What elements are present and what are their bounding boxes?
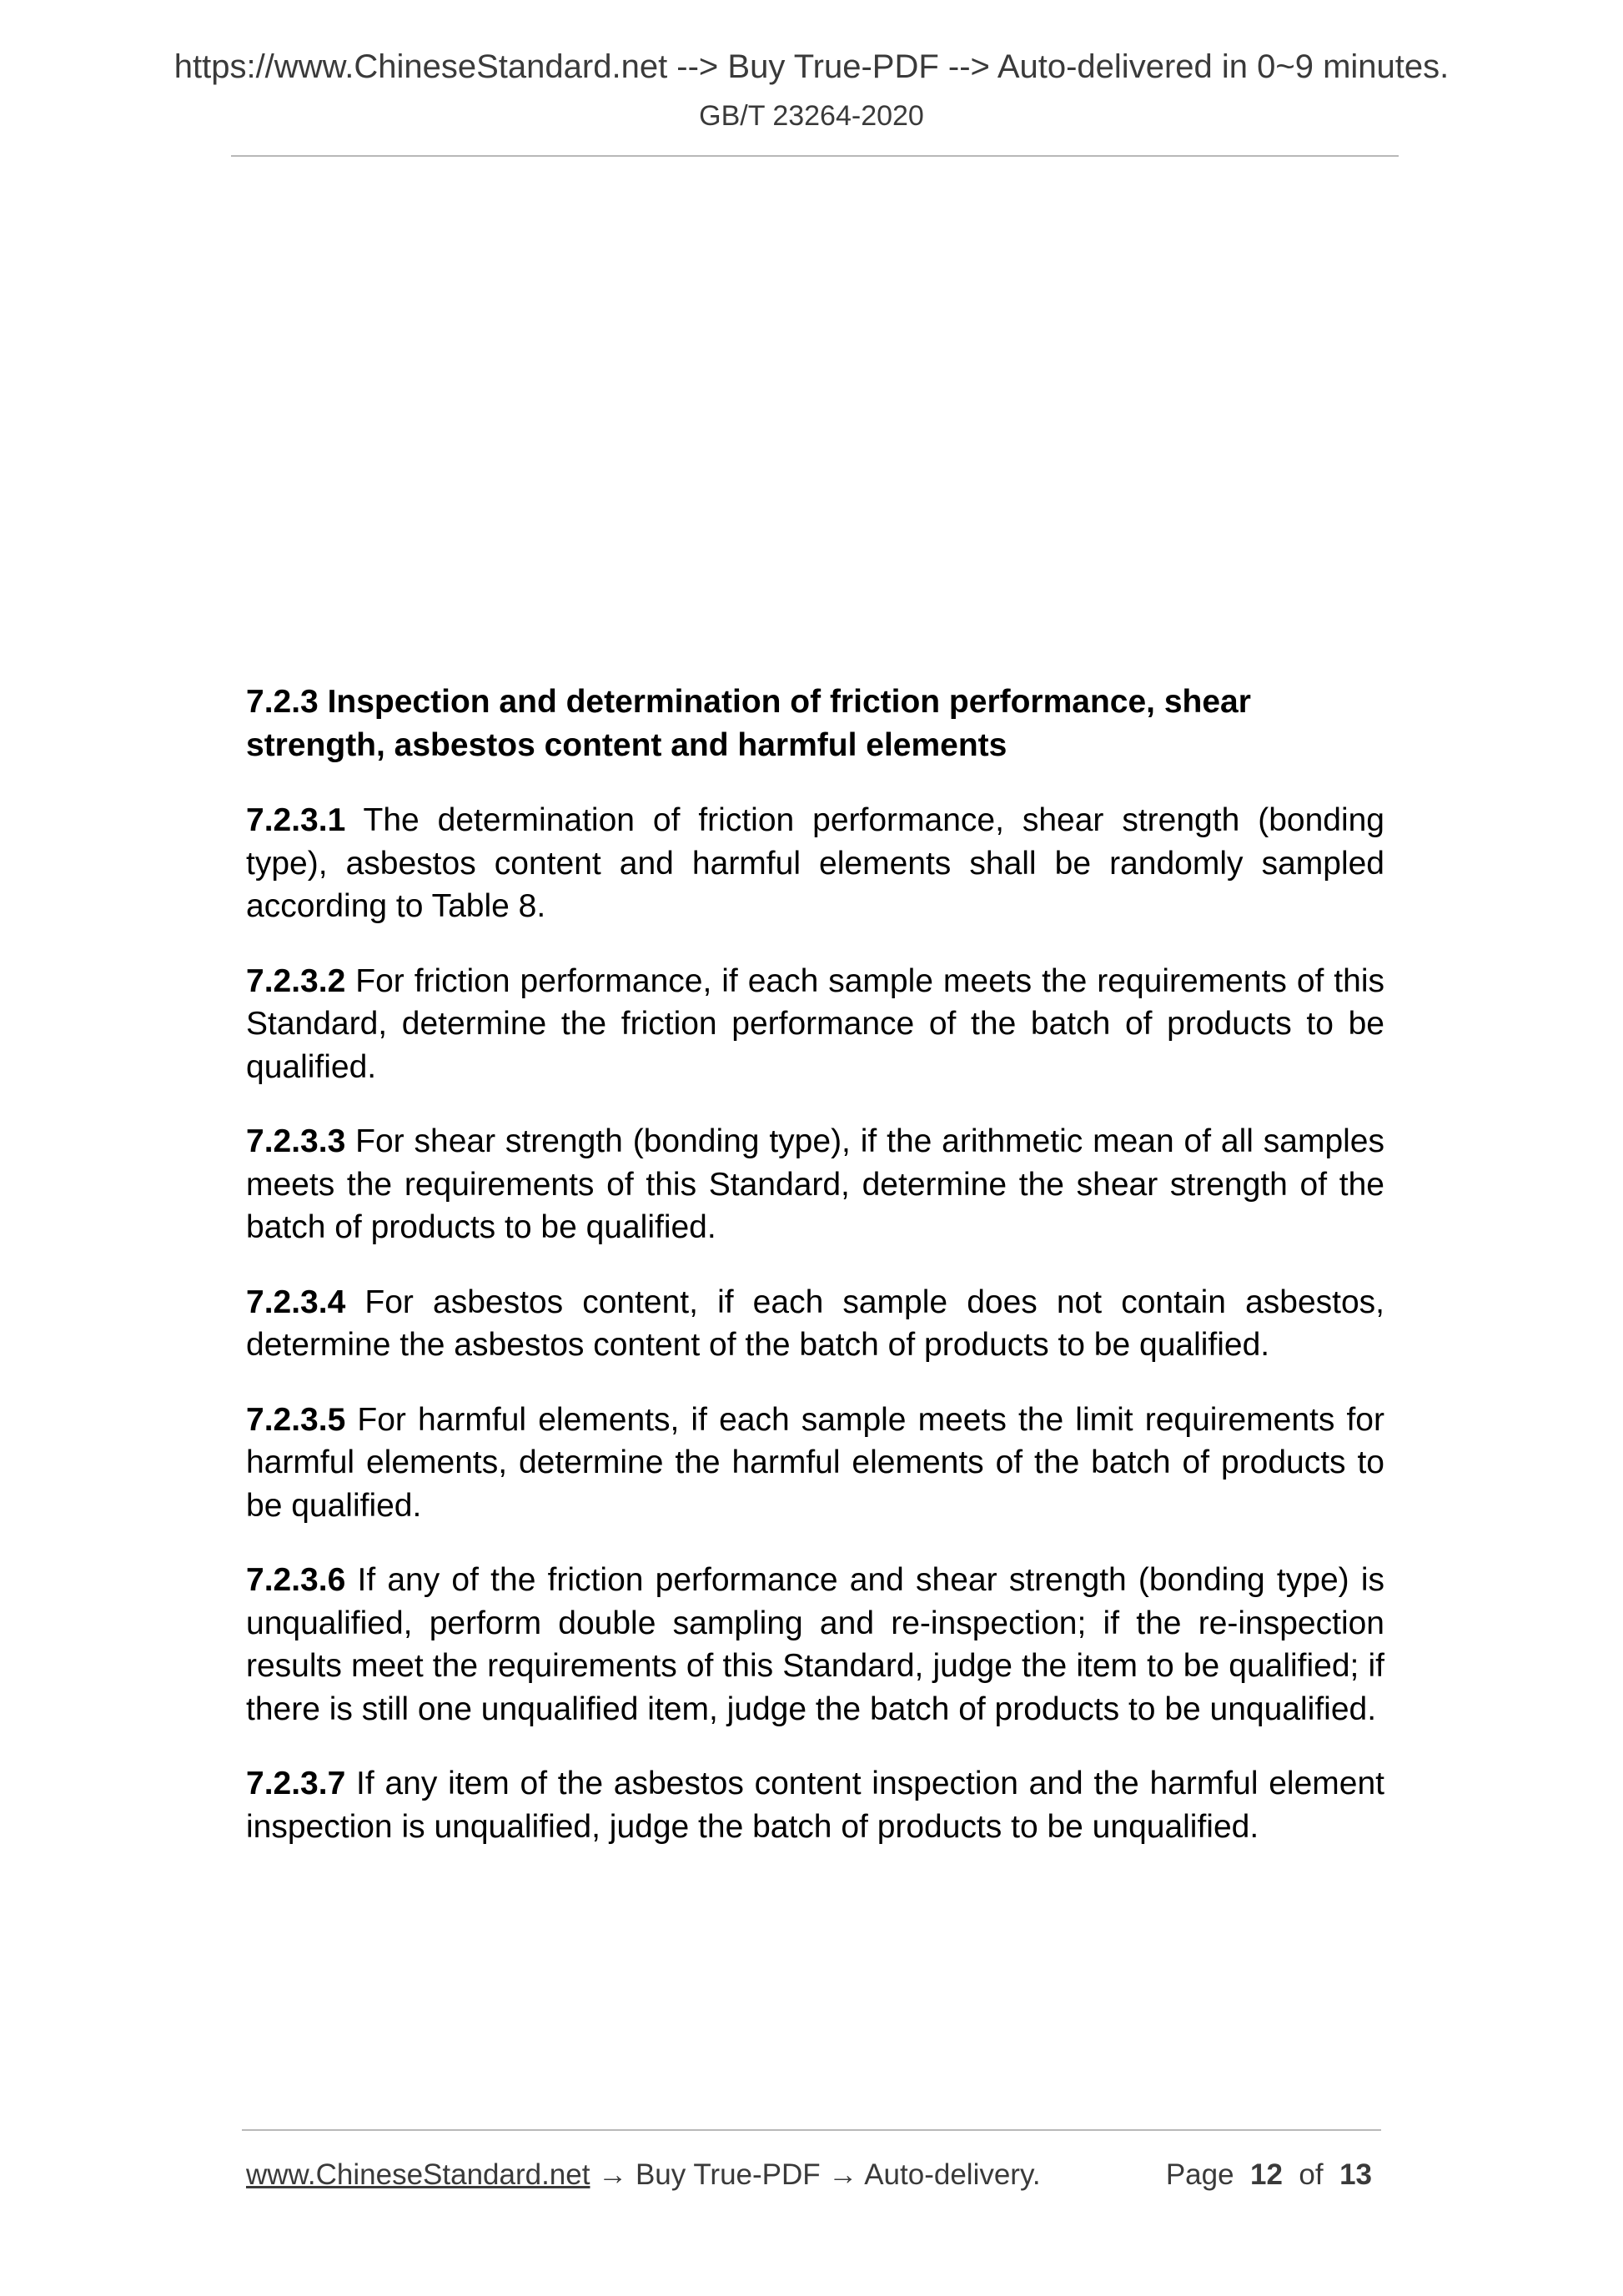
footer-links [246,2155,1041,2195]
clause-7-2-3-4 [246,1281,1384,1367]
clause-7-2-3-2 [246,960,1384,1089]
header-divider [231,155,1399,157]
clause-number: 7.2.3.4 [246,1284,346,1320]
arrow-right-icon: → [828,2158,858,2191]
clause-7-2-3-5 [246,1399,1384,1528]
clause-number: 7.2.3.2 [246,962,346,999]
current-page-number: 12 [1250,2158,1283,2191]
document-body [246,681,1384,1880]
clause-text: If any item of the asbestos content inspection and the harmful element inspection is unqualified, judge the batch of products to be unqualified. [246,1766,1384,1845]
total-pages-number: 13 [1339,2158,1372,2191]
website-link[interactable]: www.ChineseStandard.net [246,2158,590,2191]
clause-text: For friction performance, if each sample meets the requirements of this Standard, determine the friction performance of the batch of products to be qualified. [246,962,1384,1085]
clause-text: If any of the friction performance and shear strength (bonding type) is unqualified, perform double sampling and re-inspection; if the re-inspection results meet the requirements of this Standard, judge the item to be qualified; if there is still one unqualified item, judge the batch of products to be unqualified. [246,1562,1384,1727]
buy-text: Buy True-PDF [635,2158,821,2191]
clause-number: 7.2.3.1 [246,802,346,838]
section-heading: 7.2.3 Inspection and determination of friction performance, shear strength, asbestos content and harmful elements [246,684,1251,763]
page-label: Page [1165,2158,1234,2191]
clause-7-2-3-1 [246,799,1384,928]
clause-number: 7.2.3.7 [246,1766,346,1801]
clause-text: For asbestos content, if each sample does not contain asbestos, determine the asbestos content of the batch of products to be qualified. [246,1284,1384,1363]
footer-divider [242,2129,1381,2131]
of-label: of [1299,2158,1324,2191]
clause-number: 7.2.3.6 [246,1562,346,1598]
arrow-right-icon: → [598,2158,628,2191]
clause-7-2-3-7 [246,1762,1384,1848]
standard-id: GB/T 23264-2020 [699,100,924,132]
clause-number: 7.2.3.5 [246,1401,346,1438]
page-header [0,43,1623,135]
clause-text: For shear strength (bonding type), if the arithmetic mean of all samples meets the requirements of this Standard, determine the shear strength of the batch of products to be qualified. [246,1123,1384,1245]
delivery-text: Auto-delivery. [864,2158,1041,2191]
clause-text: For harmful elements, if each sample meets the limit requirements for harmful elements, determine the harmful elements of the batch of products to be qualified. [246,1401,1384,1524]
header-banner: https://www.ChineseStandard.net --> Buy True-PDF --> Auto-delivered in 0~9 minutes. [173,48,1450,85]
clause-7-2-3-3 [246,1120,1384,1249]
clause-text: The determination of friction performance, shear strength (bonding type), asbestos content and harmful elements shall be randomly sampled according to Table 8. [246,802,1384,924]
page-indicator [1166,2155,1372,2195]
clause-number: 7.2.3.3 [246,1123,346,1159]
clause-7-2-3-6 [246,1559,1384,1731]
